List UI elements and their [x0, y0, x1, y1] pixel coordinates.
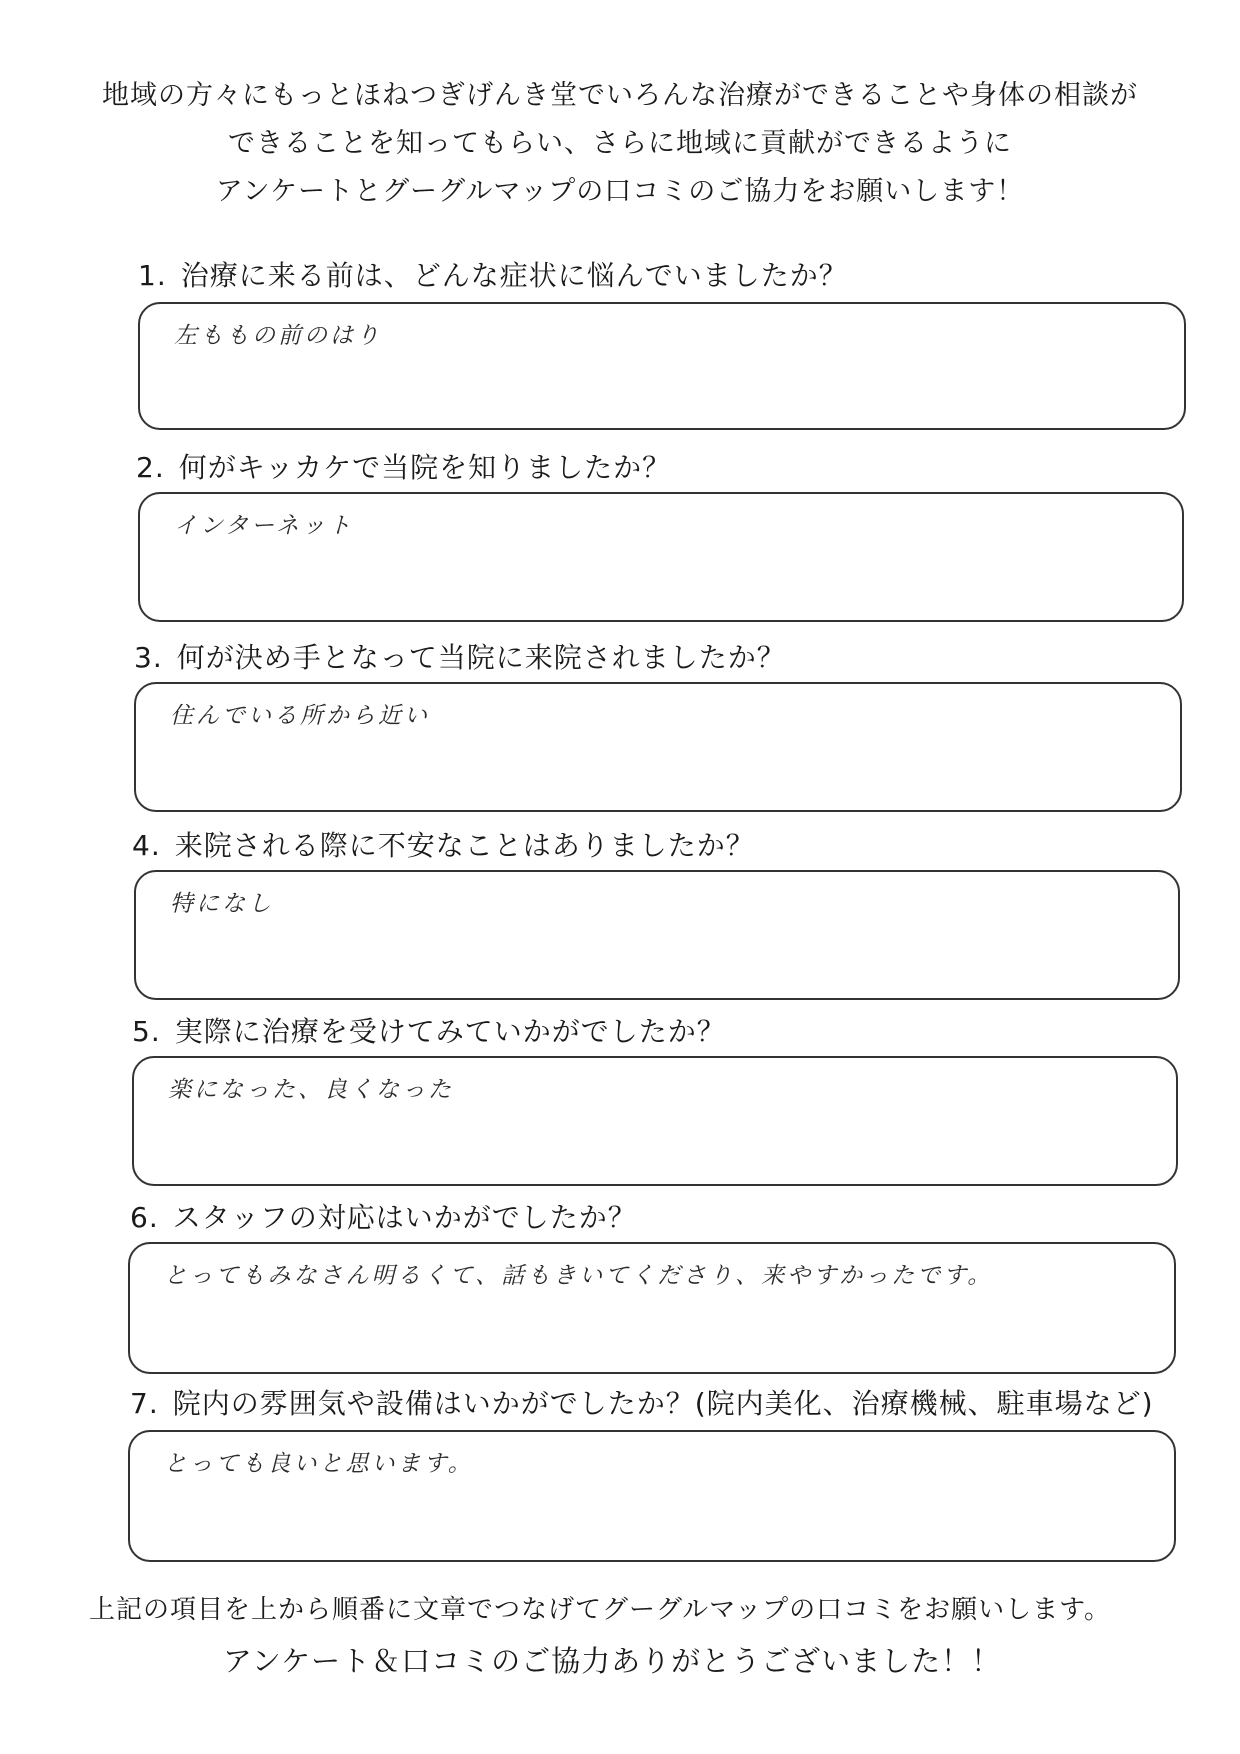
answer-box-3[interactable]	[134, 682, 1182, 812]
question-number: 1.	[138, 259, 167, 292]
question-6	[130, 1200, 637, 1236]
answer-box-6[interactable]	[128, 1242, 1176, 1374]
question-text: 院内の雰囲気や設備はいかがでしたか？(院内美化、治療機械、駐車場など)	[172, 1387, 1154, 1420]
answer-text-7: とっても良いと思います。	[164, 1451, 474, 1477]
answer-box-4[interactable]	[134, 870, 1180, 1000]
answer-box-1[interactable]	[138, 302, 1186, 430]
footer-thanks: アンケート＆口コミのご協力ありがとうございました！！	[222, 1644, 1002, 1678]
question-7	[130, 1386, 1154, 1422]
answer-text-5: 楽になった、良くなった	[168, 1077, 454, 1103]
answer-box-5[interactable]	[132, 1056, 1178, 1186]
question-text: 来院される際に不安なことはありましたか？	[174, 829, 755, 862]
intro-line-1: 地域の方々にもっとほねつぎげんき堂でいろんな治療ができることや身体の相談が	[102, 80, 1138, 111]
question-text: 何がキッカケで当院を知りましたか？	[178, 451, 672, 484]
answer-box-2[interactable]	[138, 492, 1184, 622]
question-5	[132, 1014, 726, 1050]
question-2	[136, 450, 671, 486]
question-4	[132, 828, 755, 864]
question-3	[134, 640, 786, 676]
question-text: 治療に来る前は、どんな症状に悩んでいましたか？	[180, 259, 848, 292]
question-number: 6.	[130, 1201, 159, 1234]
question-1	[138, 258, 848, 294]
answer-text-1: 左ももの前のはり	[174, 323, 382, 349]
answer-text-3: 住んでいる所から近い	[170, 703, 430, 729]
answer-text-4: 特になし	[170, 891, 274, 917]
question-number: 4.	[132, 829, 161, 862]
question-number: 2.	[136, 451, 165, 484]
answer-text-6: とってもみなさん明るくて、話もきいてくださり、来やすかったです。	[164, 1263, 994, 1289]
question-number: 7.	[130, 1387, 159, 1420]
question-text: 実際に治療を受けてみていかがでしたか？	[174, 1015, 726, 1048]
answer-box-7[interactable]	[128, 1430, 1176, 1562]
question-number: 3.	[134, 641, 163, 674]
question-number: 5.	[132, 1015, 161, 1048]
intro-line-2: できることを知ってもらい、さらに地域に貢献ができるように	[228, 128, 1012, 159]
question-text: 何が決め手となって当院に来院されましたか？	[176, 641, 786, 674]
intro-text	[0, 72, 1240, 216]
question-text: スタッフの対応はいかがでしたか？	[172, 1201, 637, 1234]
footer-instruction: 上記の項目を上から順番に文章でつなげてグーグルマップの口コミをお願いします。	[88, 1595, 1112, 1625]
answer-text-2: インターネット	[174, 513, 354, 539]
intro-line-3: アンケートとグーグルマップの口コミのご協力をお願いします！	[215, 176, 1025, 207]
